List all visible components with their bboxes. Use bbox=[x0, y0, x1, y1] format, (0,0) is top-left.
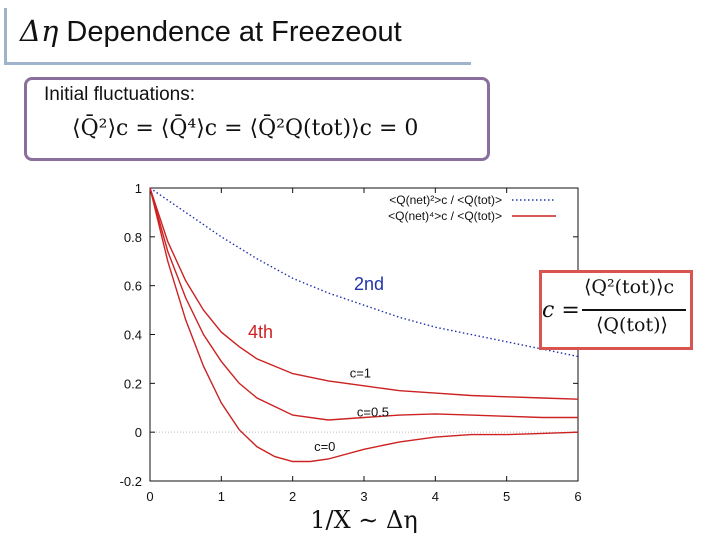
y-tick-label: 0.6 bbox=[123, 278, 142, 294]
c-definition-equation bbox=[542, 276, 690, 346]
series-line-c=0 bbox=[150, 188, 578, 462]
series-line-<Q(net)²>c / <Q(tot)> bbox=[150, 188, 578, 357]
x-tick-label: 0 bbox=[146, 489, 154, 504]
c-equation-lhs: c = bbox=[542, 298, 580, 323]
legend-entry-label: <Q(net)⁴>c / <Q(tot)> bbox=[388, 209, 502, 223]
annotation-4th: 4th bbox=[248, 322, 274, 342]
curve-label: c=0.5 bbox=[356, 404, 390, 420]
x-axis-label: 1/X ∼ Δη bbox=[310, 506, 418, 534]
title-text: Dependence at Freezeout bbox=[58, 16, 402, 48]
curve-label: c=1 bbox=[349, 365, 372, 381]
x-tick-label: 1 bbox=[217, 489, 225, 504]
c-equation-numerator: ⟨Q²(tot)⟩c bbox=[584, 276, 675, 298]
x-tick-label: 2 bbox=[289, 489, 297, 504]
c-equation-denominator: ⟨Q(tot)⟩ bbox=[596, 314, 668, 336]
x-tick-label: 3 bbox=[360, 489, 368, 504]
annotation-2nd: 2nd bbox=[354, 274, 385, 294]
x-tick-label: 4 bbox=[431, 489, 439, 504]
y-tick-label: 0.2 bbox=[123, 376, 142, 392]
x-tick-label: 6 bbox=[574, 489, 582, 504]
y-tick-label: 0.4 bbox=[123, 327, 142, 343]
initial-fluctuations-label: Initial fluctuations: bbox=[44, 84, 196, 105]
plot-frame bbox=[150, 188, 578, 481]
y-tick-label: 1 bbox=[134, 181, 142, 196]
curve-label: c=0 bbox=[314, 438, 336, 454]
title-symbol: Δη bbox=[20, 14, 59, 48]
c-equation-fraction-bar bbox=[582, 309, 686, 311]
y-tick-label: -0.2 bbox=[119, 474, 142, 489]
y-tick-label: 0 bbox=[134, 425, 142, 441]
x-tick-label: 5 bbox=[503, 489, 511, 504]
legend-entry-label: <Q(net)²>c / <Q(tot)> bbox=[389, 193, 502, 207]
y-tick-label: 0.8 bbox=[123, 229, 142, 245]
initial-fluctuations-equation: ⟨Q̄²⟩c = ⟨Q̄⁴⟩c = ⟨Q̄²Q(tot)⟩c = 0 bbox=[72, 116, 419, 141]
